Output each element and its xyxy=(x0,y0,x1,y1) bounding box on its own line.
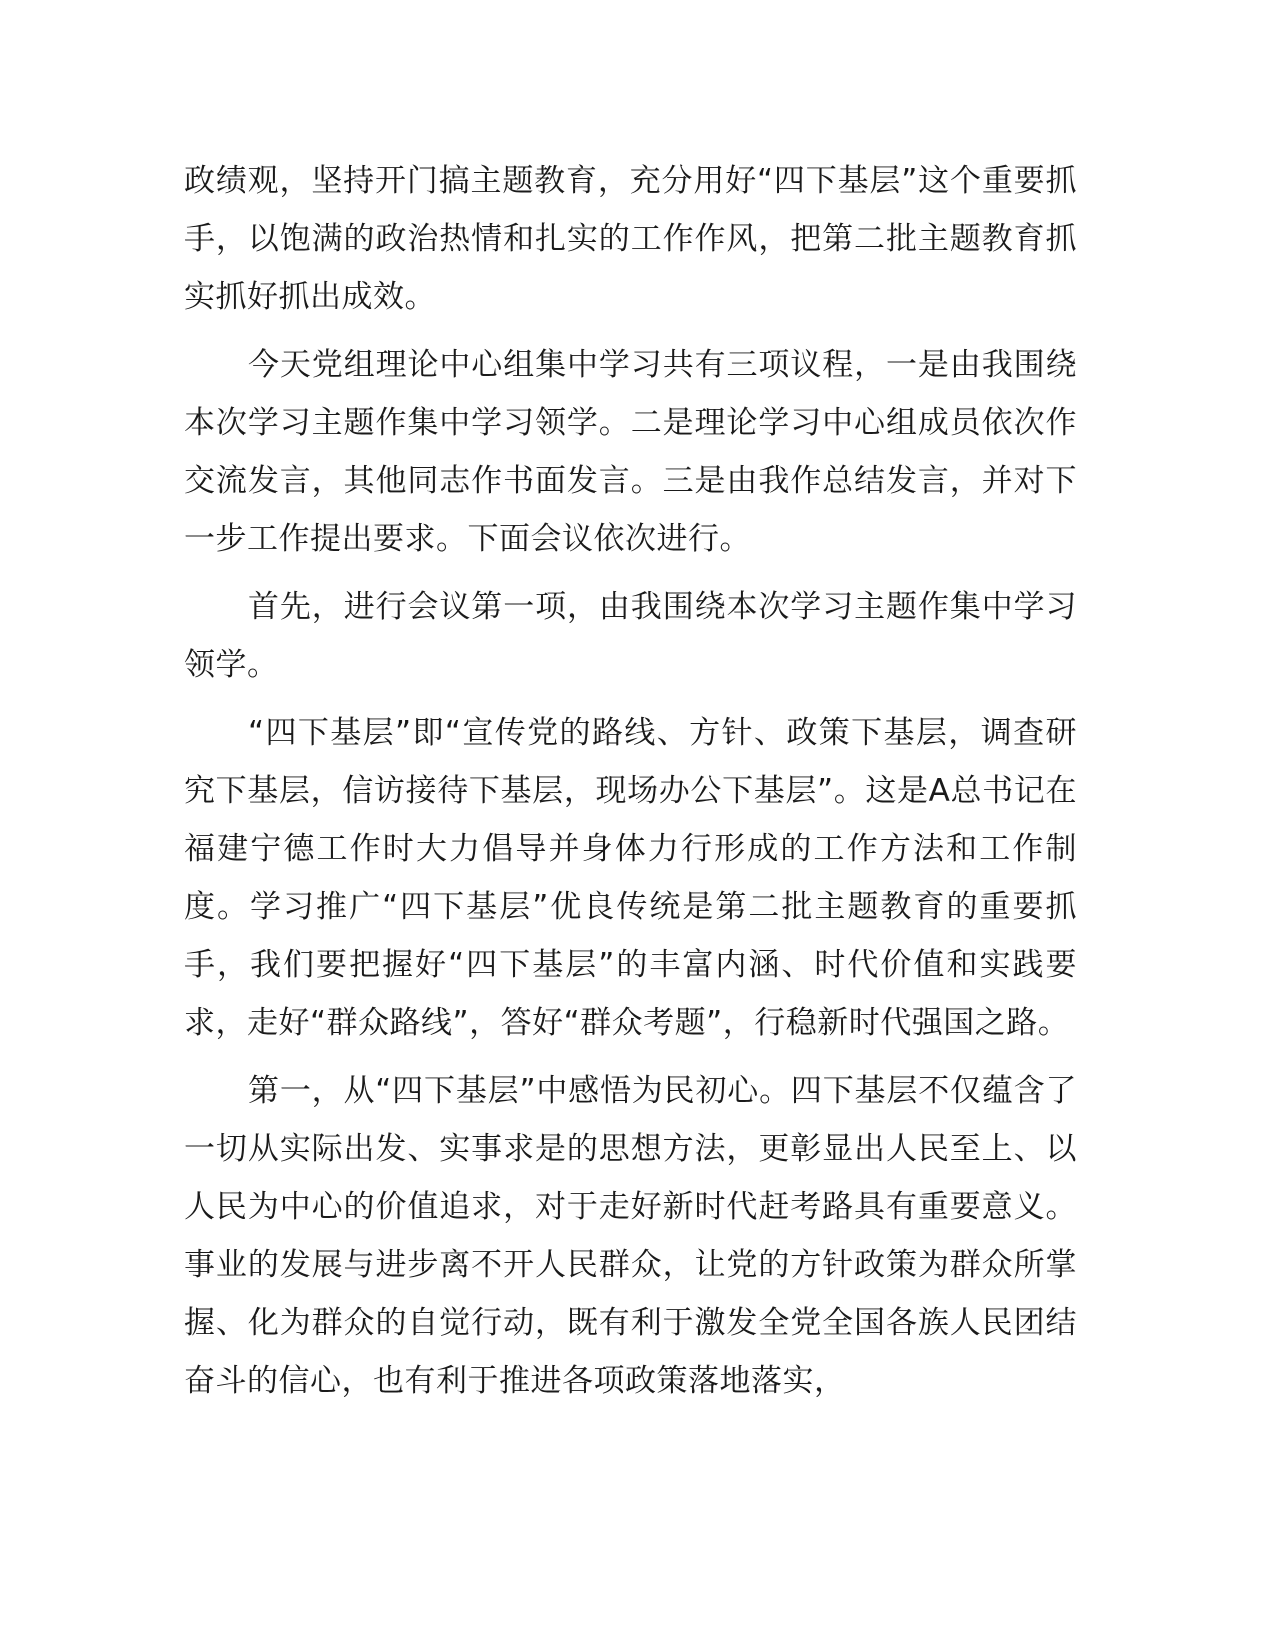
paragraph-continuation: 政绩观，坚持开门搞主题教育，充分用好“四下基层”这个重要抓手，以饱满的政治热情和扎实的工作作风，把第二批主题教育抓实抓好抓出成效。 xyxy=(184,163,1077,315)
document-body xyxy=(184,152,1077,1420)
paragraph-four-grassroots: “四下基层”即“宣传党的路线、方针、政策下基层，调查研究下基层，信访接待下基层，现场办公下基层”。这是A总书记在福建宁德工作时大力倡导并身体力行形成的工作方法和工作制度。学习推广“四下基层”优良传统是第二批主题教育的重要抓手，我们要把握好“四下基层”的丰富内涵、时代价值和实践要求，走好“群众路线”，答好“群众考题”，行稳新时代强国之路。 xyxy=(184,715,1077,1041)
paragraph-agenda: 今天党组理论中心组集中学习共有三项议程，一是由我围绕本次学习主题作集中学习领学。二是理论学习中心组成员依次作交流发言，其他同志作书面发言。三是由我作总结发言，并对下一步工作提出要求。下面会议依次进行。 xyxy=(184,347,1077,557)
paragraph-first-item: 首先，进行会议第一项，由我围绕本次学习主题作集中学习领学。 xyxy=(184,589,1077,683)
paragraph-point-one: 第一，从“四下基层”中感悟为民初心。四下基层不仅蕴含了一切从实际出发、实事求是的思想方法，更彰显出人民至上、以人民为中心的价值追求，对于走好新时代赶考路具有重要意义。事业的发展与进步离不开人民群众，让党的方针政策为群众所掌握、化为群众的自觉行动，既有利于激发全党全国各族人民团结奋斗的信心，也有利于推进各项政策落地落实， xyxy=(184,1073,1077,1399)
